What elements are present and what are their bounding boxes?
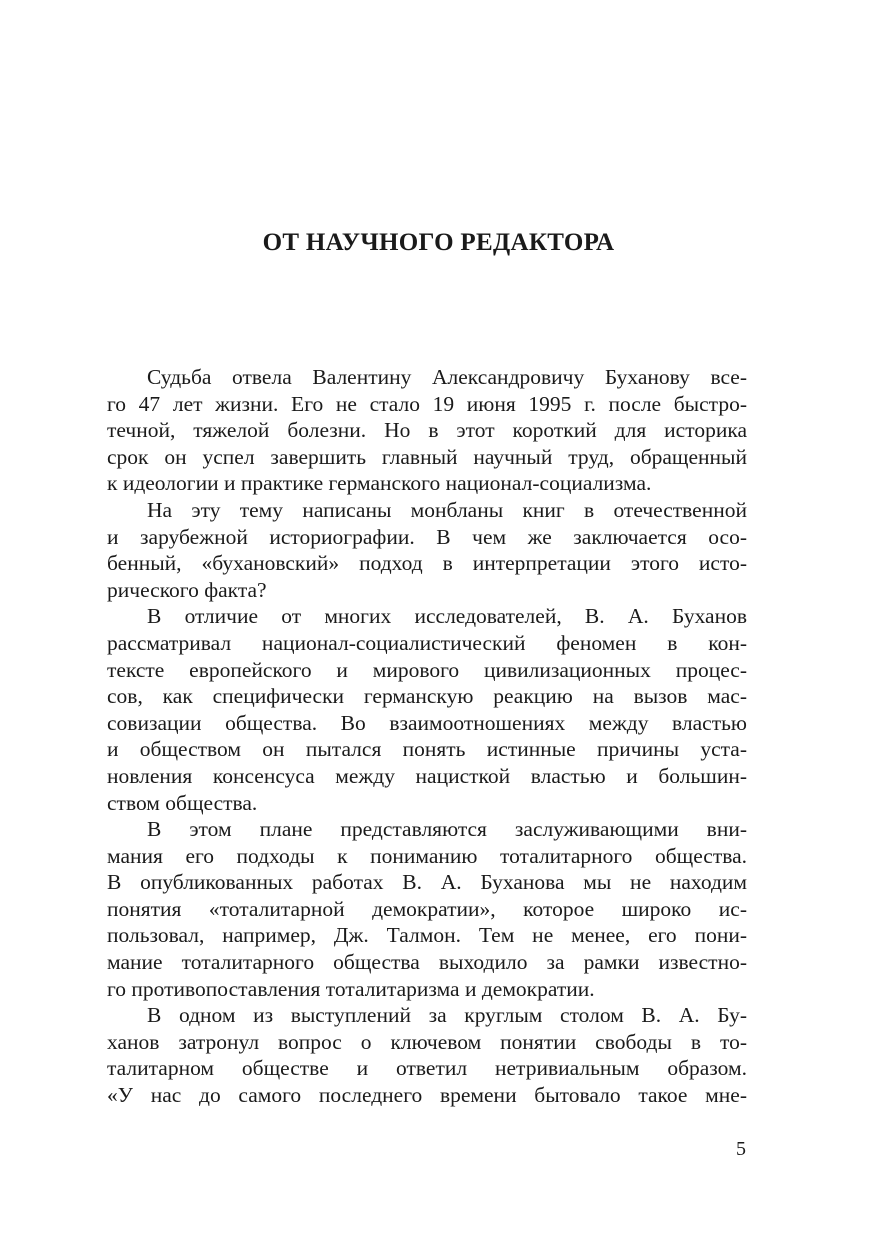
text-line: пользовал, например, Дж. Талмон. Тем не менее, его пони-	[107, 923, 747, 948]
paragraph	[107, 364, 747, 497]
text-line: понятия «тоталитарной демократии», которое широко ис-	[107, 896, 747, 921]
text-line: срок он успел завершить главный научный труд, обращенный	[107, 444, 747, 469]
text-line: течной, тяжелой болезни. Но в этот короткий для историка	[107, 418, 747, 443]
page-number: 5	[736, 1138, 746, 1160]
text-line: На эту тему написаны монбланы книг в отечественной	[147, 497, 747, 522]
text-line: рического факта?	[107, 577, 267, 602]
text-line: Судьба отвела Валентину Александровичу Буханову все-	[147, 365, 747, 389]
text-line: новления консенсуса между нацисткой властью и большин-	[107, 763, 747, 788]
text-line: талитарном обществе и ответил нетривиальным образом.	[107, 1056, 747, 1081]
text-line: и обществом он пытался понять истинные причины уста-	[107, 737, 747, 762]
paragraph	[107, 603, 747, 816]
text-line: го 47 лет жизни. Его не стало 19 июня 1995 г. после быстро-	[107, 391, 747, 416]
text-line: сов, как специфически германскую реакцию на вызов мас-	[107, 684, 747, 709]
text-line: тексте европейского и мирового цивилизационных процес-	[107, 657, 747, 682]
paragraph	[107, 1002, 747, 1108]
text-line: ханов затронул вопрос о ключевом понятии свободы в то-	[107, 1029, 747, 1054]
text-line: и зарубежной историографии. В чем же заключается осо-	[107, 524, 747, 549]
text-line: мания его подходы к пониманию тоталитарного общества.	[107, 843, 747, 868]
text-line: ством общества.	[107, 790, 258, 815]
text-line: мание тоталитарного общества выходило за рамки известно-	[107, 950, 747, 975]
text-line: В этом плане представляются заслуживающими вни-	[147, 817, 747, 842]
body-text	[107, 364, 747, 1109]
text-line: бенный, «бухановский» подход в интерпретации этого исто-	[107, 551, 747, 576]
text-line: к идеологии и практике германского национал-социализма.	[107, 471, 652, 496]
text-line: В отличие от многих исследователей, В. А. Буханов	[147, 604, 747, 629]
page-title: ОТ НАУЧНОГО РЕДАКТОРА	[262, 229, 615, 256]
text-line: го противопоставления тоталитаризма и демократии.	[107, 976, 595, 1001]
text-line: рассматривал национал-социалистический феномен в кон-	[107, 630, 747, 655]
text-line: «У нас до самого последнего времени бытовало такое мне-	[107, 1083, 747, 1108]
text-line: В одном из выступлений за круглым столом В. А. Бу-	[147, 1003, 747, 1028]
text-line: совизации общества. Во взаимоотношениях между властью	[107, 710, 747, 735]
text-line: В опубликованных работах В. А. Буханова мы не находим	[107, 870, 747, 895]
paragraph	[107, 816, 747, 1002]
paragraph	[107, 497, 747, 603]
